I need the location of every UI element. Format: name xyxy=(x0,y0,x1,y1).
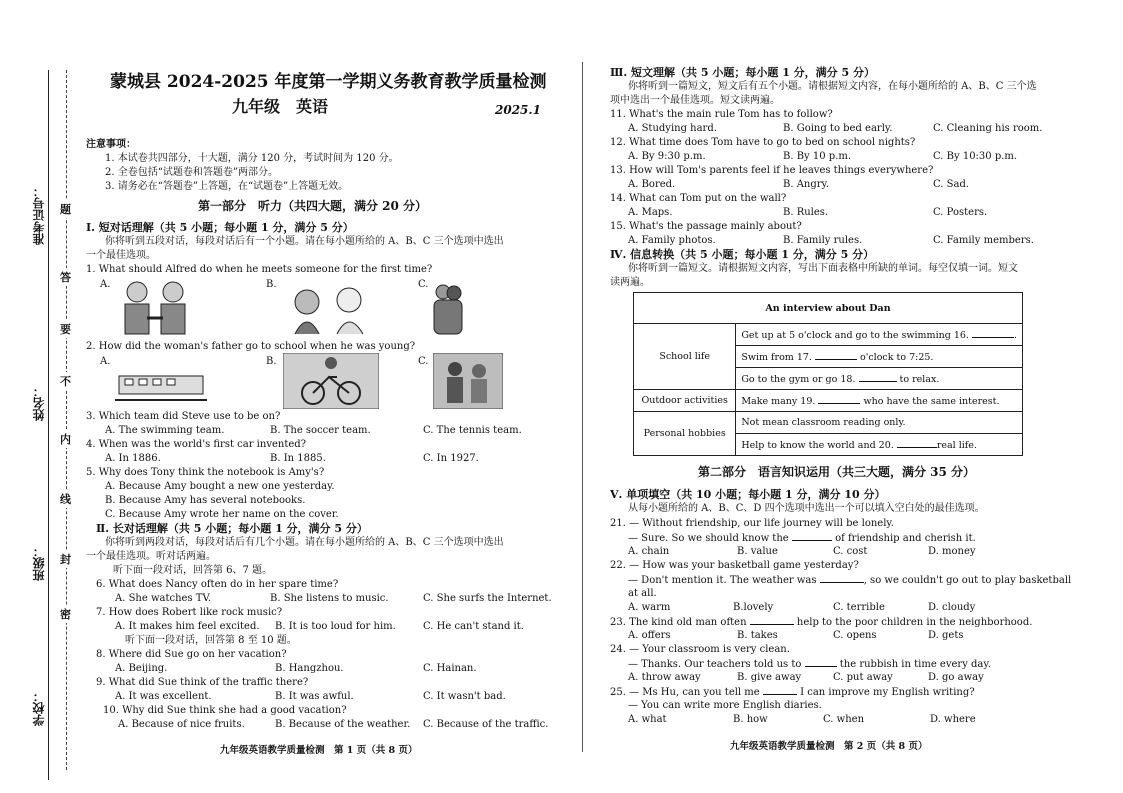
question-6: 6. What does Nancy often do in her spare time? xyxy=(96,579,339,590)
seal-char: 要 xyxy=(60,320,71,338)
sec1-title: Ⅰ. 短对话理解（共 5 小题；每小题 1 分，满分 5 分） xyxy=(86,221,354,234)
dialog-intro: 听下面一段对话，回答第 8 至 10 题。 xyxy=(125,635,297,646)
seal-char: 线 xyxy=(60,490,71,508)
gutter-rule xyxy=(48,70,49,780)
option-c: C. Posters. xyxy=(933,207,988,218)
option-a: A. It was excellent. xyxy=(115,691,212,702)
option-a: A. offers xyxy=(628,630,671,641)
option-c: C. Family members. xyxy=(933,235,1034,246)
option-a: A. Family photos. xyxy=(628,235,716,246)
sec2-desc: 一个最佳选项。听对话两遍。 xyxy=(86,551,216,562)
option-c: C. Hainan. xyxy=(423,663,477,674)
option-b: B. Because Amy has several notebooks. xyxy=(105,495,306,506)
option-b: B. By 10 p.m. xyxy=(783,151,852,162)
option-b: B. give away xyxy=(737,672,802,683)
class-label: 班级： xyxy=(32,545,46,581)
option-c: C. Cleaning his room. xyxy=(933,123,1043,134)
sec4-desc: 读两遍。 xyxy=(610,277,650,288)
seal-char: 内 xyxy=(60,430,71,448)
q-text: 23. The kind old man often xyxy=(610,617,747,628)
option-d: D. money xyxy=(928,546,976,557)
cell-text: o'clock to 7:25. xyxy=(860,352,934,363)
option-c: C. He can't stand it. xyxy=(423,621,524,632)
binding-gutter xyxy=(0,0,85,793)
exam-no-label: 准考证号： xyxy=(32,185,46,245)
question-2: 2. How did the woman's father go to school when he was young? xyxy=(86,341,416,352)
cell-text: to relax. xyxy=(899,374,940,385)
option-c: C. It wasn't bad. xyxy=(423,691,506,702)
sec1-desc: 你将听到五段对话，每段对话后有一个小题。请在每小题所给的 A、B、C 三个选项中选出 xyxy=(105,236,504,247)
option-c: C. when xyxy=(823,714,865,725)
cell-text: Swim from 17. xyxy=(741,352,812,363)
option-c: C. Sad. xyxy=(933,179,970,190)
row-header: Personal hobbies xyxy=(634,412,736,456)
page-footer: 九年级英语教学质量检测 第 1 页（共 8 页） xyxy=(220,745,418,756)
seal-char: 不 xyxy=(60,372,71,390)
note-item: 1. 本试卷共四部分，十大题，满分 120 分，考试时间为 120 分。 xyxy=(105,153,399,164)
question-13: 13. How will Tom's parents feel if he leaves things everywhere? xyxy=(610,165,934,176)
table-cell xyxy=(736,434,1023,456)
sec2-title: Ⅱ. 长对话理解（共 5 小题；每小题 1 分，满分 5 分） xyxy=(96,522,368,535)
blank-23[interactable] xyxy=(750,615,794,625)
walking-image xyxy=(433,353,503,409)
train-image xyxy=(115,368,207,408)
option-a: A. Beijing. xyxy=(115,663,168,674)
option-b: B. It was awful. xyxy=(275,691,354,702)
sec3-desc: 你将听到一篇短文，短文后有五个小题。请根据短文内容，在每小题所给的 A、B、C 三个选 xyxy=(628,81,1037,92)
option-label: B. xyxy=(266,356,277,367)
question-21: 21. — Without friendship, our life journey will be lonely. xyxy=(610,518,894,529)
option-a: A. In 1886. xyxy=(105,453,161,464)
cell-text: Go to the gym or go 18. xyxy=(741,374,856,385)
q-text: — Sure. So we should know the xyxy=(628,533,789,544)
sec3-desc: 项中选出一个最佳选项。短文读两遍。 xyxy=(610,95,780,106)
bicycle-image xyxy=(283,353,379,409)
school-label: 学校： xyxy=(32,690,46,726)
question-15: 15. What's the passage mainly about? xyxy=(610,221,802,232)
cell-text: who have the same interest. xyxy=(863,396,1000,407)
seal-line xyxy=(66,70,67,770)
question-12: 12. What time does Tom have to go to bed on school nights? xyxy=(610,137,916,148)
q-text: — Don't mention it. The weather was xyxy=(628,575,817,586)
q-text: — Thanks. Our teachers told us to xyxy=(628,659,802,670)
seal-char: 题 xyxy=(60,200,71,218)
table-cell: Get up at 5 o'clock and go to the swimming 16. . xyxy=(736,324,1023,346)
cell-text: Get up at 5 o'clock and go to the swimming 16. xyxy=(741,330,969,341)
option-b: B. She listens to music. xyxy=(270,593,389,604)
option-c: C. terrible xyxy=(833,602,885,613)
question-9: 9. What did Sue think of the traffic there? xyxy=(96,677,309,688)
part1-title: 第一部分 听力（共四大题，满分 20 分） xyxy=(198,199,428,213)
option-b: B. how xyxy=(733,714,768,725)
question-10: 10. Why did Sue think she had a good vacation? xyxy=(103,705,347,716)
option-b: B. Hangzhou. xyxy=(275,663,344,674)
option-a: A. Bored. xyxy=(628,179,676,190)
question-7: 7. How does Robert like rock music? xyxy=(96,607,283,618)
cell-text: Help to know the world and 20. xyxy=(741,440,894,451)
option-a: A. what xyxy=(628,714,667,725)
option-label: A. xyxy=(100,279,111,290)
question-21-line xyxy=(628,531,976,545)
sec4-title: Ⅳ. 信息转换（共 5 小题；每小题 1 分，满分 5 分） xyxy=(610,248,875,261)
blank-18[interactable] xyxy=(859,372,897,382)
option-c: C. By 10:30 p.m. xyxy=(933,151,1018,162)
blank-17[interactable] xyxy=(815,350,857,360)
q-text: I can improve my English writing? xyxy=(800,687,975,698)
handshake-image xyxy=(115,278,195,336)
sec4-desc: 你将听到一篇短文。请根据短文内容，写出下面表格中所缺的单词。每空仅填一词。短文 xyxy=(628,263,1018,274)
question-24-line xyxy=(628,657,991,671)
option-d: D. go away xyxy=(928,672,984,683)
option-b: B. value xyxy=(737,546,778,557)
dialog-intro: 听下面一段对话，回答第 6、7 题。 xyxy=(113,565,273,576)
option-label: A. xyxy=(100,356,111,367)
blank-20[interactable] xyxy=(897,438,937,448)
option-a: A. The swimming team. xyxy=(105,425,225,436)
table-title: An interview about Dan xyxy=(634,293,1023,324)
bowing-image xyxy=(285,280,375,336)
question-22-line: at all. xyxy=(628,588,657,599)
option-a: A. It makes him feel excited. xyxy=(115,621,260,632)
page-footer: 九年级英语教学质量检测 第 2 页（共 8 页） xyxy=(730,741,928,752)
table-cell xyxy=(736,368,1023,390)
option-a: A. chain xyxy=(628,546,670,557)
option-b: B. Family rules. xyxy=(783,235,863,246)
row-header: Outdoor activities xyxy=(634,390,736,412)
question-5: 5. Why does Tony think the notebook is Amy's? xyxy=(86,467,325,478)
blank-19[interactable] xyxy=(818,394,860,404)
seal-char: 答 xyxy=(60,268,71,286)
question-4: 4. When was the world's first car invented? xyxy=(86,439,307,450)
option-c: C. put away xyxy=(833,672,893,683)
exam-date: 2025.1 xyxy=(495,103,541,117)
option-d: D. where xyxy=(930,714,976,725)
option-c: C. In 1927. xyxy=(423,453,479,464)
option-d: D. gets xyxy=(928,630,964,641)
notes-heading: 注意事项： xyxy=(86,139,136,150)
question-14: 14. What can Tom put on the wall? xyxy=(610,193,787,204)
part2-title: 第二部分 语言知识运用（共三大题，满分 35 分） xyxy=(698,465,976,479)
question-22: 22. — How was your basketball game yesterday? xyxy=(610,560,859,571)
q-text: of friendship and cherish it. xyxy=(835,533,976,544)
option-a: A. Because Amy bought a new one yesterday. xyxy=(105,481,335,492)
cell-text: real life. xyxy=(936,440,977,451)
option-b: B.lovely xyxy=(733,602,774,613)
option-a: A. warm xyxy=(628,602,671,613)
option-b: B. takes xyxy=(737,630,778,641)
option-b: B. Angry. xyxy=(783,179,830,190)
option-label: B. xyxy=(266,279,277,290)
seal-char: 密 xyxy=(60,605,71,623)
option-d: D. cloudy xyxy=(928,602,976,613)
option-c: C. The tennis team. xyxy=(423,425,522,436)
option-a: A. She watches TV. xyxy=(115,593,212,604)
hugging-image xyxy=(428,282,468,336)
table-cell: Not mean classroom reading only. xyxy=(736,412,1023,434)
q-text: the rubbish in time every day. xyxy=(839,659,991,670)
sec1-desc: 一个最佳选项。 xyxy=(86,250,156,261)
question-3: 3. Which team did Steve use to be on? xyxy=(86,411,281,422)
note-item: 2. 全卷包括“试题卷和答题卷”两部分。 xyxy=(105,167,278,178)
option-c: C. Because Amy wrote her name on the cover. xyxy=(105,509,339,520)
blank-16[interactable] xyxy=(972,328,1014,338)
question-8: 8. Where did Sue go on her vacation? xyxy=(96,649,287,660)
option-c: C. Because of the traffic. xyxy=(423,719,549,730)
q-text: , so we couldn't go out to play basketball xyxy=(863,575,1072,586)
row-header: School life xyxy=(634,324,736,390)
option-a: A. By 9:30 p.m. xyxy=(628,151,706,162)
question-22-line xyxy=(628,573,1071,587)
option-b: B. It is too loud for him. xyxy=(275,621,396,632)
question-24: 24. — Your classroom is very clean. xyxy=(610,644,790,655)
blank-21[interactable] xyxy=(792,531,832,541)
q-text: help to the poor children in the neighborhood. xyxy=(796,617,1033,628)
option-a: A. Because of nice fruits. xyxy=(118,719,245,730)
option-label: C. xyxy=(418,356,429,367)
option-b: B. The soccer team. xyxy=(270,425,371,436)
page-divider xyxy=(582,62,583,752)
blank-22[interactable] xyxy=(820,573,864,583)
grade-subject: 九年级 英语 xyxy=(232,97,329,116)
blank-25[interactable] xyxy=(763,685,797,695)
q-text: 25. — Ms Hu, can you tell me xyxy=(610,687,760,698)
sec5-title: Ⅴ. 单项填空（共 10 小题；每小题 1 分，满分 10 分） xyxy=(610,488,886,501)
seal-char: 封 xyxy=(60,550,71,568)
option-c: C. cost xyxy=(833,546,868,557)
option-b: B. In 1885. xyxy=(270,453,326,464)
note-item: 3. 请务必在“答题卷”上答题，在“试题卷”上答题无效。 xyxy=(105,181,349,192)
sec5-desc: 从每小题所给的 A、B、C、D 四个选项中选出一个可以填入空白处的最佳选项。 xyxy=(628,503,985,514)
table-cell xyxy=(736,346,1023,368)
sec3-title: Ⅲ. 短文理解（共 5 小题；每小题 1 分，满分 5 分） xyxy=(610,66,875,79)
option-b: B. Going to bed early. xyxy=(783,123,893,134)
info-table xyxy=(633,292,1023,456)
blank-24[interactable] xyxy=(805,657,837,667)
option-b: B. Because of the weather. xyxy=(275,719,411,730)
option-c: C. She surfs the Internet. xyxy=(423,593,552,604)
option-b: B. Rules. xyxy=(783,207,829,218)
question-25-line: — You can write more English diaries. xyxy=(628,700,822,711)
name-label: 姓名： xyxy=(32,385,46,421)
option-a: A. throw away xyxy=(628,672,701,683)
option-c: C. opens xyxy=(833,630,877,641)
question-1: 1. What should Alfred do when he meets someone for the first time? xyxy=(86,264,433,275)
cell-text: Make many 19. xyxy=(741,396,816,407)
option-label: C. xyxy=(418,279,429,290)
exam-title: 蒙城县 2024-2025 年度第一学期义务教育教学质量检测 xyxy=(110,72,547,92)
question-25 xyxy=(610,685,975,699)
option-a: A. Maps. xyxy=(628,207,673,218)
sec2-desc: 你将听到两段对话，每段对话后有几个小题。请在每小题所给的 A、B、C 三个选项中选出 xyxy=(105,537,504,548)
option-a: A. Studying hard. xyxy=(628,123,717,134)
question-23 xyxy=(610,615,1032,629)
question-11: 11. What's the main rule Tom has to follow? xyxy=(610,109,833,120)
table-cell xyxy=(736,390,1023,412)
